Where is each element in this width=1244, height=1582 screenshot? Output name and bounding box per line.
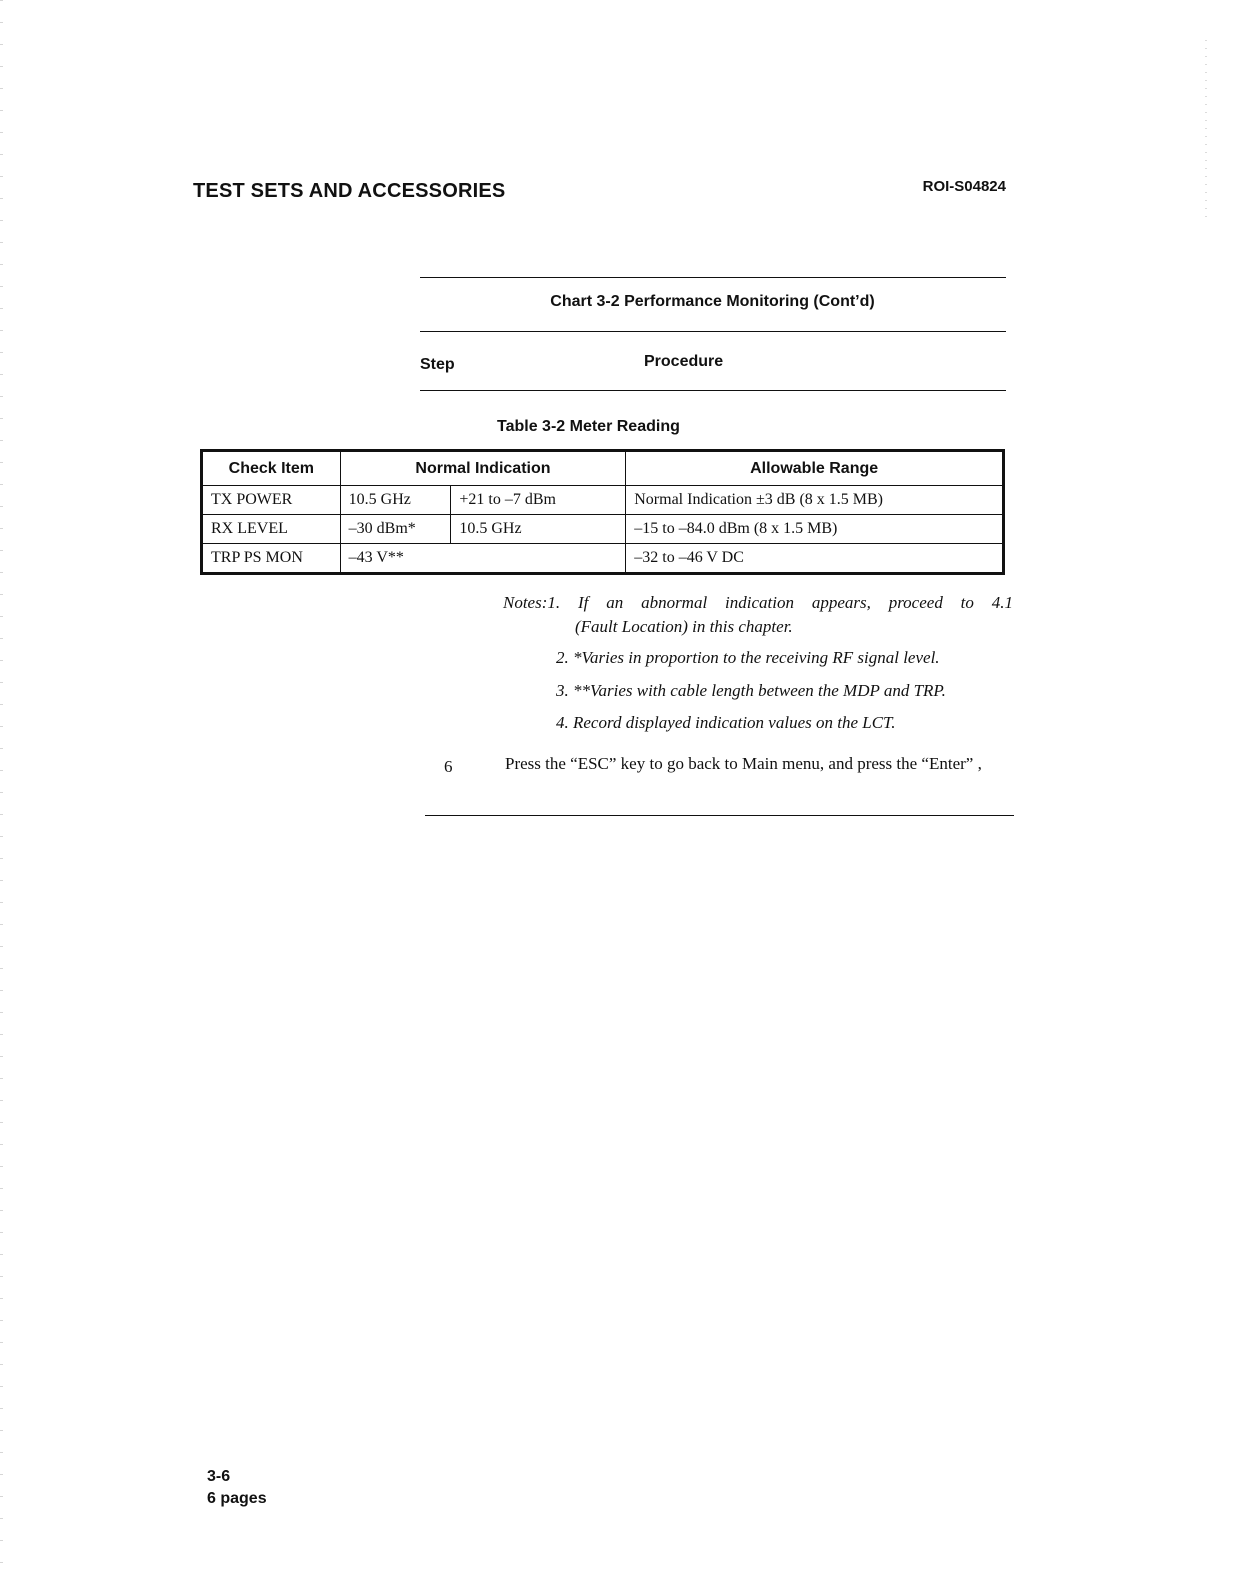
rule-top — [420, 277, 1006, 278]
cell-allowable-range: –32 to –46 V DC — [626, 544, 1004, 574]
cell-check-item: RX LEVEL — [202, 515, 341, 544]
cell-check-item: TRP PS MON — [202, 544, 341, 574]
table-row — [202, 544, 1004, 574]
document-id: ROI-S04824 — [922, 178, 1006, 195]
step-number: 6 — [444, 757, 453, 776]
cell-normal-indication: –43 V** — [340, 544, 626, 574]
rule-under-columns — [420, 390, 1006, 391]
header-normal-indication: Normal Indication — [340, 451, 626, 486]
table-row — [202, 486, 1004, 515]
note-2: 2. *Varies in proportion to the receiving RF signal level. — [556, 648, 940, 667]
meter-reading-table — [200, 449, 1005, 575]
cell-normal-b: 10.5 GHz — [451, 515, 626, 544]
note-3: 3. **Varies with cable length between the MDP and TRP. — [556, 681, 946, 700]
note-4: 4. Record displayed indication values on the LCT. — [556, 713, 896, 732]
column-header-step: Step — [420, 356, 455, 373]
cell-check-item: TX POWER — [202, 486, 341, 515]
rule-under-title — [420, 331, 1006, 332]
header-allowable-range: Allowable Range — [626, 451, 1004, 486]
chart-title: Chart 3-2 Performance Monitoring (Cont’d) — [550, 293, 875, 310]
table-caption: Table 3-2 Meter Reading — [497, 418, 680, 435]
section-title: TEST SETS AND ACCESSORIES — [193, 180, 506, 202]
page-count: 6 pages — [207, 1490, 267, 1507]
scan-edge-marks — [0, 0, 3, 1582]
note-1: Notes:1. If an abnormal indication appears, proceed to 4.1 — [503, 593, 1013, 612]
cell-normal-b: +21 to –7 dBm — [451, 486, 626, 515]
table-row — [202, 515, 1004, 544]
step-text: Press the “ESC” key to go back to Main menu, and press the “Enter” , — [505, 754, 982, 773]
table-header-row — [202, 451, 1004, 486]
scan-edge-marks-right — [1205, 40, 1207, 220]
cell-allowable-range: Normal Indication ±3 dB (8 x 1.5 MB) — [626, 486, 1004, 515]
header-check-item: Check Item — [202, 451, 341, 486]
cell-normal-a: 10.5 GHz — [340, 486, 451, 515]
column-header-procedure: Procedure — [644, 353, 724, 370]
rule-bottom — [425, 815, 1014, 816]
cell-normal-a: –30 dBm* — [340, 515, 451, 544]
page-number: 3-6 — [207, 1468, 231, 1485]
cell-allowable-range: –15 to –84.0 dBm (8 x 1.5 MB) — [626, 515, 1004, 544]
note-1-continued: (Fault Location) in this chapter. — [575, 617, 793, 636]
